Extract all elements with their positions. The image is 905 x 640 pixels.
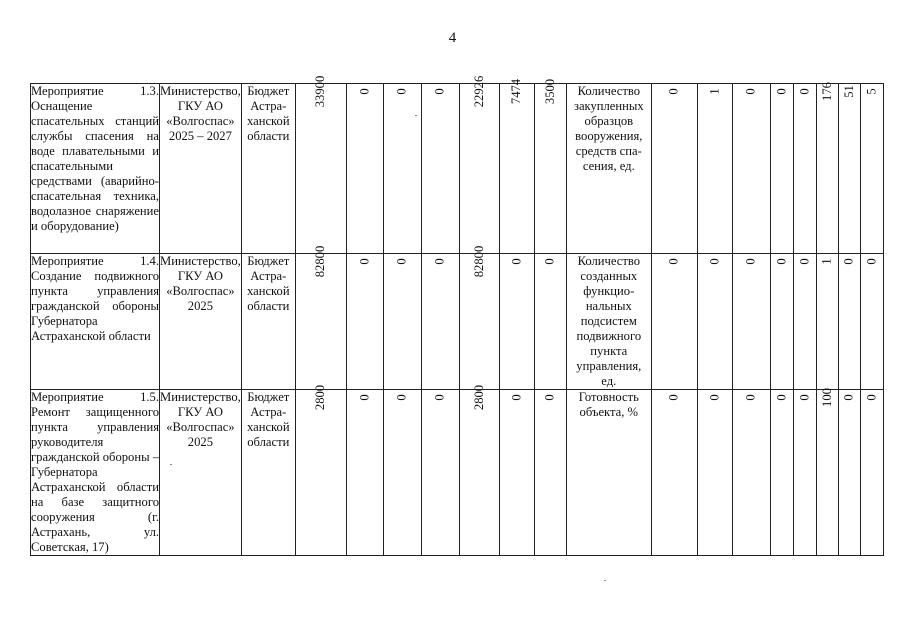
table-row <box>31 390 884 556</box>
indicator-value-cell <box>697 254 732 390</box>
indicator-value: 1 <box>707 88 722 95</box>
indicator-value: 0 <box>666 88 681 95</box>
indicator-value-cell <box>793 254 816 390</box>
indicator-value: 0 <box>666 258 681 265</box>
finance-value-cell <box>534 390 566 556</box>
responsible-line: ГКУ АО <box>177 405 223 419</box>
responsible-line: ГКУ АО <box>177 99 223 113</box>
funding-source-line: Бюджет <box>247 254 290 268</box>
indicator-line: образцов <box>584 114 634 128</box>
finance-value-cell <box>295 75 346 254</box>
responsible-line: «Волгоспас» <box>166 420 235 434</box>
finance-value: 82800 <box>313 245 328 278</box>
indicator-value-cell <box>697 84 732 254</box>
finance-value: 0 <box>394 258 409 265</box>
funding-source-line: Астра- <box>250 405 287 419</box>
finance-value: 0 <box>432 88 447 95</box>
finance-value-cell <box>534 78 566 254</box>
finance-value: 2800 <box>471 384 486 411</box>
indicator-line: объекта, % <box>579 405 639 419</box>
finance-value-cell <box>346 390 383 556</box>
indicator-line: подсистем <box>580 314 637 328</box>
finance-value-cell <box>295 384 346 556</box>
indicator-line: функцио- <box>583 284 635 298</box>
finance-value: 0 <box>509 258 524 265</box>
indicator-value-cell <box>816 84 838 254</box>
scan-speck <box>170 464 172 465</box>
responsible-line: «Волгоспас» <box>166 114 235 128</box>
indicator-cell <box>566 84 651 254</box>
indicator-line: Количество <box>577 254 640 268</box>
indicator-value-cell <box>816 254 838 390</box>
measure-cell: Мероприятие 1.5. Ремонт защищенного пункта управления руководителя гражданской обороны – Губернатора Астраханской области на базе защитного сооружения (г. Астрахань, ул. Советская, 17) <box>31 390 159 554</box>
finance-value: 2800 <box>313 384 328 411</box>
finance-value-cell <box>421 84 459 254</box>
finance-value-cell <box>421 390 459 556</box>
finance-value-cell <box>459 245 499 390</box>
finance-value-cell <box>421 254 459 390</box>
finance-value-cell <box>383 84 421 254</box>
indicator-line: пункта <box>590 344 628 358</box>
funding-source-line: Астра- <box>250 269 287 283</box>
indicator-value: 0 <box>864 394 879 401</box>
finance-value-cell <box>383 390 421 556</box>
funding-source-line: ханской <box>247 420 290 434</box>
indicator-value-cell <box>770 84 793 254</box>
finance-value-cell <box>459 75 499 254</box>
indicator-value: 0 <box>841 394 856 401</box>
indicator-value-cell <box>838 84 860 254</box>
indicator-value: 51 <box>841 85 856 98</box>
program-measures-table <box>30 75 884 556</box>
finance-value: 7474 <box>509 78 524 105</box>
indicator-cell <box>566 254 651 390</box>
responsible-cell <box>160 254 242 390</box>
indicator-cell <box>566 390 651 556</box>
measure-cell: Мероприятие 1.4. Создание подвижного пункта управления гражданской обороны Губернатора Астраханской области <box>31 254 160 390</box>
finance-value-cell <box>346 254 383 390</box>
finance-value: 33900 <box>313 75 328 108</box>
finance-value: 0 <box>432 394 447 401</box>
funding-source-cell <box>241 84 295 254</box>
indicator-value-cell <box>793 84 816 254</box>
finance-value-cell <box>383 254 421 390</box>
indicator-value-cell <box>860 254 883 390</box>
indicator-line: закупленных <box>573 99 644 113</box>
funding-source-cell <box>241 390 295 556</box>
finance-value-cell <box>499 254 534 390</box>
finance-value: 0 <box>432 258 447 265</box>
indicator-value-cell <box>732 254 770 390</box>
indicator-value: 0 <box>797 88 812 95</box>
responsible-line: Министерство, <box>160 390 241 404</box>
responsible-line: 2025 <box>187 299 213 313</box>
finance-value-cell <box>499 390 534 556</box>
indicator-value: 0 <box>743 258 758 265</box>
indicator-value-cell <box>732 84 770 254</box>
finance-value: 0 <box>357 88 372 95</box>
indicator-line: управления, <box>576 359 642 373</box>
indicator-value: 0 <box>841 258 856 265</box>
indicator-value: 1 <box>819 258 834 265</box>
indicator-value: 0 <box>707 258 722 265</box>
indicator-value: 0 <box>666 394 681 401</box>
responsible-line: Министерство, <box>160 84 241 98</box>
indicator-value-cell <box>651 84 697 254</box>
finance-value-cell <box>346 84 383 254</box>
indicator-value: 176 <box>819 82 834 101</box>
finance-value: 0 <box>394 394 409 401</box>
finance-value: 82800 <box>471 245 486 278</box>
indicator-line: ед. <box>601 374 617 388</box>
funding-source-line: области <box>247 129 290 143</box>
finance-value: 0 <box>394 88 409 95</box>
scan-speck <box>415 115 417 116</box>
measure-cell: Мероприятие 1.3. Оснащение спасательных станций службы спасения на воде плавательными и спасательными средствами (аварийно-спасательная техника, водолазное снаряжение и оборудование) <box>31 84 160 254</box>
responsible-line: ГКУ АО <box>177 269 223 283</box>
finance-value: 0 <box>509 394 524 401</box>
funding-source-line: Бюджет <box>247 84 290 98</box>
table-row <box>31 254 884 390</box>
finance-value: 0 <box>542 394 557 401</box>
indicator-line: Количество <box>577 84 640 98</box>
indicator-value: 0 <box>774 258 789 265</box>
indicator-value: 5 <box>864 88 879 95</box>
finance-value: 22926 <box>471 75 486 108</box>
funding-source-line: области <box>247 299 290 313</box>
responsible-line: 2025 – 2027 <box>168 129 232 143</box>
responsible-line: «Волгоспас» <box>166 284 235 298</box>
indicator-value: 0 <box>743 394 758 401</box>
indicator-value-cell <box>770 254 793 390</box>
indicator-value: 100 <box>819 388 834 407</box>
indicator-value: 0 <box>743 88 758 95</box>
finance-value-cell <box>534 254 566 390</box>
page-number: 4 <box>448 30 457 46</box>
responsible-line: Министерство, <box>160 254 241 268</box>
responsible-cell <box>160 390 242 556</box>
finance-value: 3500 <box>542 78 557 105</box>
indicator-value: 0 <box>707 394 722 401</box>
finance-value: 0 <box>357 258 372 265</box>
indicator-value-cell <box>651 254 697 390</box>
funding-source-line: ханской <box>247 114 290 128</box>
indicator-value-cell <box>838 254 860 390</box>
funding-source-line: области <box>247 435 290 449</box>
scan-speck <box>604 580 606 581</box>
finance-value-cell <box>295 245 346 390</box>
indicator-value: 0 <box>797 394 812 401</box>
indicator-value-cell <box>860 390 883 556</box>
indicator-value-cell <box>793 390 816 556</box>
indicator-line: вооружения, <box>575 129 643 143</box>
finance-value-cell <box>459 384 499 556</box>
indicator-value: 0 <box>797 258 812 265</box>
responsible-line: 2025 <box>187 435 213 449</box>
table-row <box>31 84 884 254</box>
funding-source-cell <box>241 254 295 390</box>
indicator-value: 0 <box>774 394 789 401</box>
indicator-line: подвижного <box>576 329 642 343</box>
indicator-line: сения, ед. <box>582 159 635 173</box>
finance-value: 0 <box>357 394 372 401</box>
indicator-value: 0 <box>864 258 879 265</box>
indicator-value-cell <box>816 390 838 556</box>
indicator-value: 0 <box>774 88 789 95</box>
indicator-line: нальных <box>585 299 632 313</box>
indicator-value-cell <box>838 390 860 556</box>
indicator-line: средств спа- <box>575 144 642 158</box>
indicator-value-cell <box>732 390 770 556</box>
indicator-line: созданных <box>580 269 638 283</box>
indicator-value-cell <box>697 390 732 556</box>
responsible-cell <box>160 84 242 254</box>
funding-source-line: Астра- <box>250 99 287 113</box>
indicator-value-cell <box>860 84 883 254</box>
funding-source-line: ханской <box>247 284 290 298</box>
funding-source-line: Бюджет <box>247 390 290 404</box>
indicator-value-cell <box>770 390 793 556</box>
finance-value: 0 <box>542 258 557 265</box>
indicator-value-cell <box>651 390 697 556</box>
indicator-line: Готовность <box>578 390 639 404</box>
finance-value-cell <box>499 78 534 254</box>
